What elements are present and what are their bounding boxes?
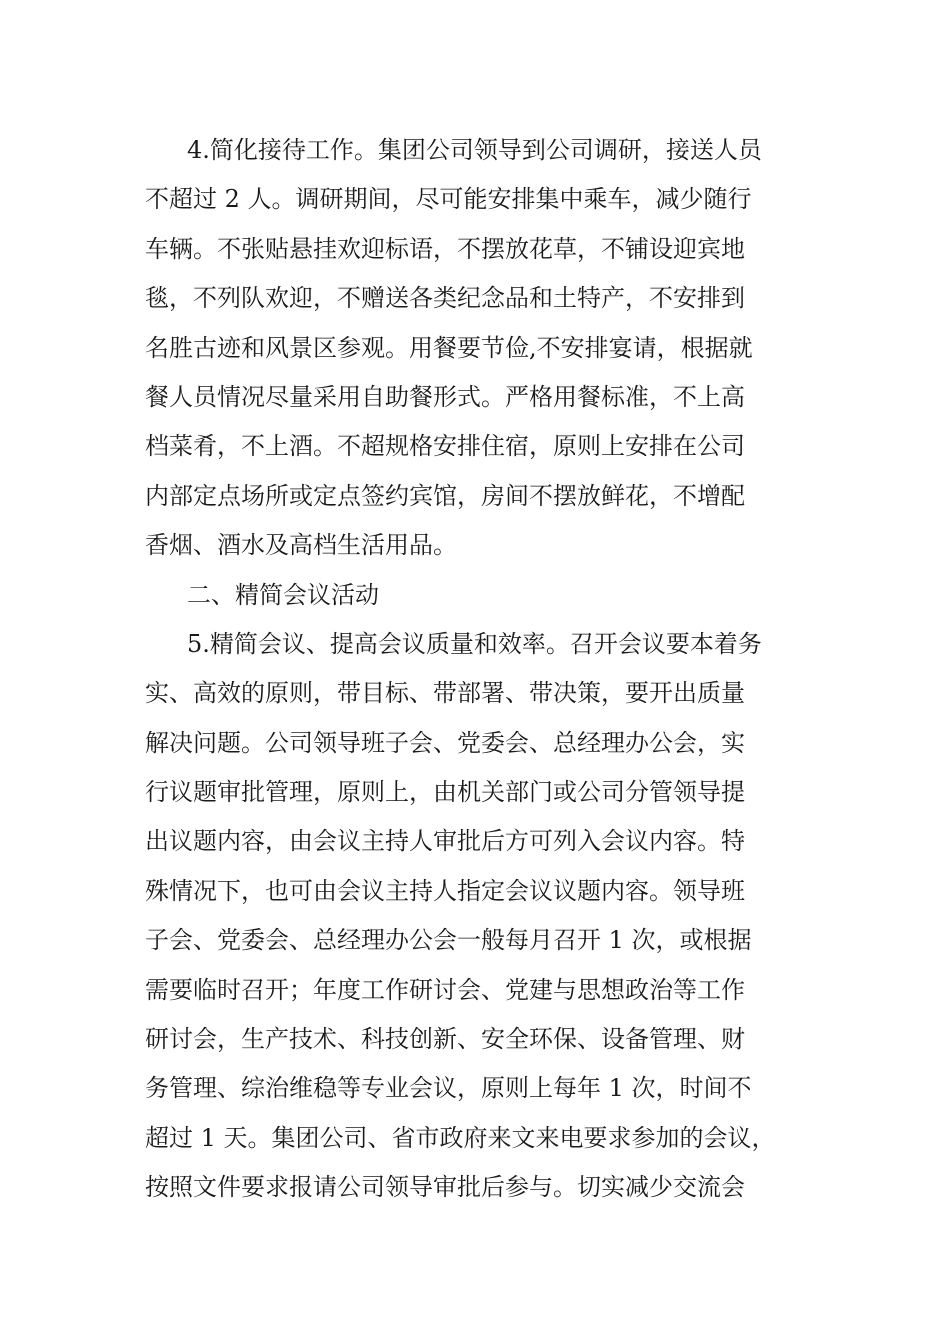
text-line: 殊情况下，也可由会议主持人指定会议议题内容。领导班 xyxy=(145,876,745,905)
text-line: 档菜肴，不上酒。不超规格安排住宿，原则上安排在公司 xyxy=(145,432,745,461)
text-line: 餐人员情况尽量采用自助餐形式。严格用餐标准，不上高 xyxy=(145,382,745,411)
text-line: 名胜古迹和风景区参观。用餐要节俭,不安排宴请，根据就 xyxy=(145,333,753,362)
section-heading: 二、精简会议活动 xyxy=(187,580,379,609)
text-line: 毯，不列队欢迎，不赠送各类纪念品和土特产，不安排到 xyxy=(145,284,745,313)
document-body xyxy=(145,126,815,1213)
text-line: 车辆。不张贴悬挂欢迎标语，不摆放花草，不铺设迎宾地 xyxy=(145,234,745,263)
text-line: 出议题内容，由会议主持人审批后方可列入会议内容。特 xyxy=(145,827,745,856)
text-line: 香烟、酒水及高档生活用品。 xyxy=(145,531,457,560)
text-line: 解决问题。公司领导班子会、党委会、总经理办公会，实 xyxy=(145,728,745,757)
text-line: 子会、党委会、总经理办公会一般每月召开 1 次，或根据 xyxy=(145,926,752,955)
text-line: 超过 1 天。集团公司、省市政府来文来电要求参加的会议， xyxy=(145,1123,776,1152)
text-line: 4.简化接待工作。集团公司领导到公司调研，接送人员 xyxy=(187,136,762,164)
text-line: 5.精简会议、提高会议质量和效率。召开会议要本着务 xyxy=(187,629,762,658)
text-line: 研讨会，生产技术、科技创新、安全环保、设备管理、财 xyxy=(145,1025,745,1054)
text-line: 不超过 2 人。调研期间，尽可能安排集中乘车，减少随行 xyxy=(145,185,752,214)
text-line: 行议题审批管理，原则上，由机关部门或公司分管领导提 xyxy=(145,778,745,807)
text-line: 实、高效的原则，带目标、带部署、带决策，要开出质量 xyxy=(145,679,745,708)
text-line: 按照文件要求报请公司领导审批后参与。切实减少交流会 xyxy=(145,1173,745,1202)
text-line: 内部定点场所或定点签约宾馆，房间不摆放鲜花，不增配 xyxy=(145,481,745,510)
text-line: 务管理、综治维稳等专业会议，原则上每年 1 次，时间不 xyxy=(145,1074,752,1103)
text-line: 需要临时召开；年度工作研讨会、党建与思想政治等工作 xyxy=(145,975,745,1004)
